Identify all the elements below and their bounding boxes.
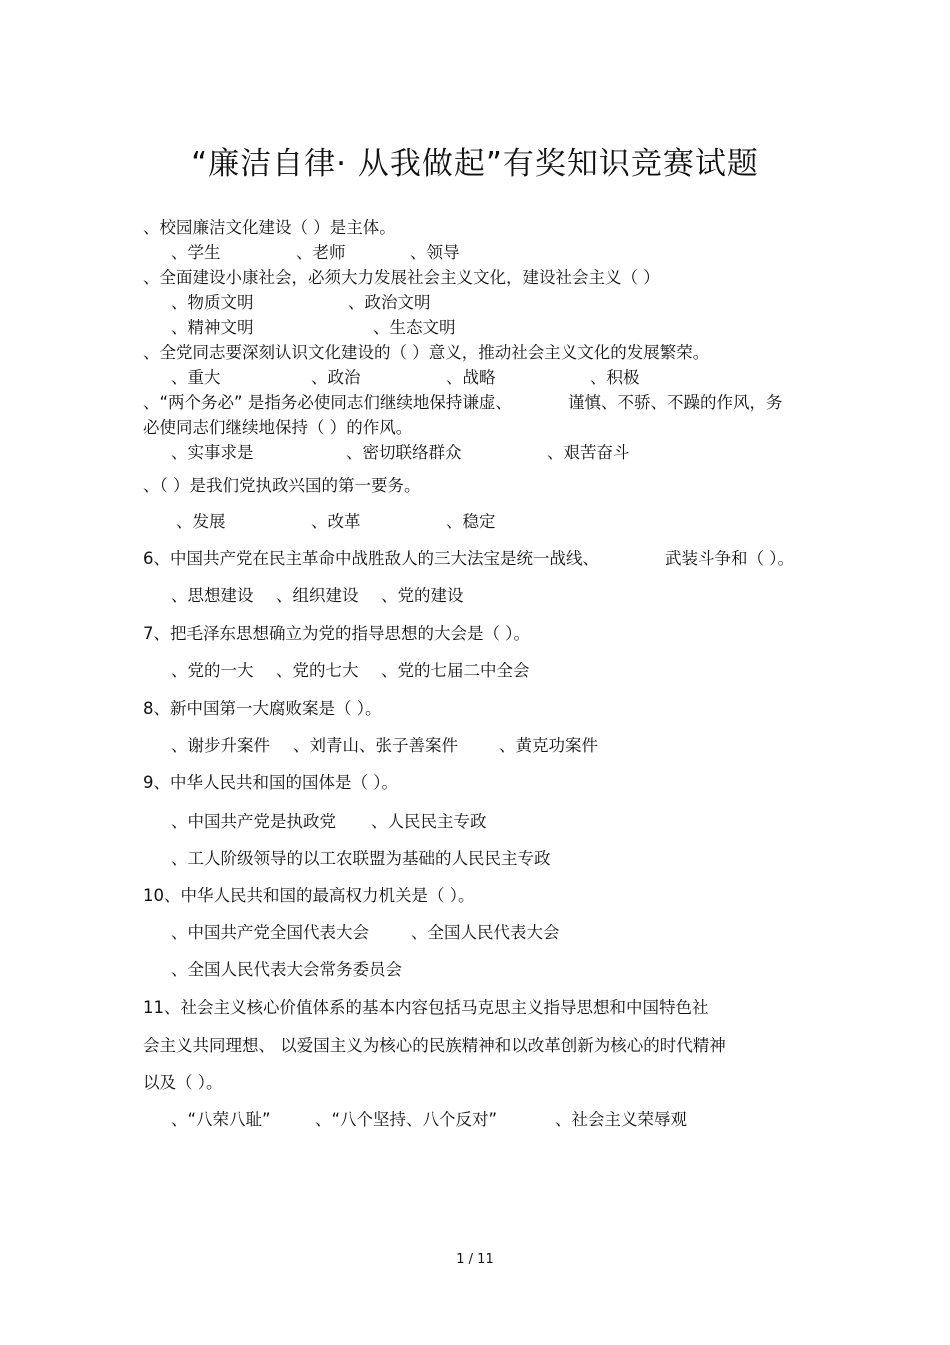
question-3: 、全党同志要深刻认识文化建设的（ ）意义，推动社会主义文化的发展繁荣。 [143,343,710,362]
option: 、谢步升案件 [171,736,270,755]
option: 、组织建设 [276,586,359,605]
document-title: “廉洁自律· 从我做起”有奖知识竞赛试题 [191,146,759,182]
question-9: 9、中华人民共和国的国体是（ ）。 [143,773,398,792]
option: 、物质文明 [171,293,254,312]
option: 、黄克功案件 [499,736,598,755]
question-6-part-a: 6、中国共产党在民主革命中战胜敌人的三大法宝是统一战线、 [143,549,599,568]
option: 、战略 [446,368,496,387]
question-7: 7、把毛泽东思想确立为党的指导思想的大会是（ ）。 [143,624,530,643]
option: 、党的七大 [276,661,359,680]
option: 、艰苦奋斗 [547,443,630,462]
question-6-part-b: 武装斗争和（ ）。 [665,549,794,568]
option: 、“八荣八耻” [171,1110,271,1129]
question-1: 、校园廉洁文化建设（ ）是主体。 [143,218,396,237]
option: 、工人阶级领导的以工农联盟为基础的人民民主专政 [171,849,551,868]
question-4-part-b: 谨慎、不骄、不躁的作风，务 [568,393,783,412]
option: 、中国共产党全国代表大会 [171,923,369,942]
option: 、学生 [171,243,221,262]
option: 、积极 [590,368,640,387]
question-4-part-a: 、“两个务必” 是指务必使同志们继续地保持谦虚、 [143,393,512,412]
question-11-line3: 以及（ ）。 [143,1073,223,1092]
option: 、政治 [311,368,361,387]
option: 、党的建设 [381,586,464,605]
option: 、党的七届二中全会 [381,661,530,680]
question-2: 、全面建设小康社会，必须大力发展社会主义文化，建设社会主义（ ） [143,268,660,287]
question-8: 8、新中国第一大腐败案是（ ）。 [143,699,382,718]
option: 、精神文明 [171,318,254,337]
option: 、中国共产党是执政党 [171,812,336,831]
option: 、政治文明 [348,293,431,312]
option: 、发展 [176,512,226,531]
question-5: 、（ ）是我们党执政兴国的第一要务。 [143,476,421,495]
option: 、生态文明 [373,318,456,337]
question-11-line2: 会主义共同理想、 以爱国主义为核心的民族精神和以改革创新为核心的时代精神 [143,1036,726,1055]
option: 、密切联络群众 [346,443,462,462]
option: 、全国人民代表大会 [411,923,560,942]
option: 、人民民主专政 [371,812,487,831]
option: 、实事求是 [171,443,254,462]
option: 、“八个坚持、八个反对” [315,1110,498,1129]
option: 、领导 [410,243,460,262]
question-10: 10、中华人民共和国的最高权力机关是（ ）。 [143,886,475,905]
option: 、党的一大 [171,661,254,680]
option: 、思想建设 [171,586,254,605]
page-number: 1 / 11 [456,1252,494,1267]
option: 、老师 [296,243,346,262]
question-11-line1: 11、社会主义核心价值体系的基本内容包括马克思主义指导思想和中国特色社 [143,998,709,1017]
option: 、重大 [171,368,221,387]
option: 、社会主义荣辱观 [555,1110,687,1129]
option: 、改革 [311,512,361,531]
question-4-line2: 必使同志们继续地保持（ ）的作风。 [143,418,413,437]
option: 、全国人民代表大会常务委员会 [171,960,402,979]
option: 、稳定 [446,512,496,531]
option: 、刘青山、张子善案件 [293,736,458,755]
